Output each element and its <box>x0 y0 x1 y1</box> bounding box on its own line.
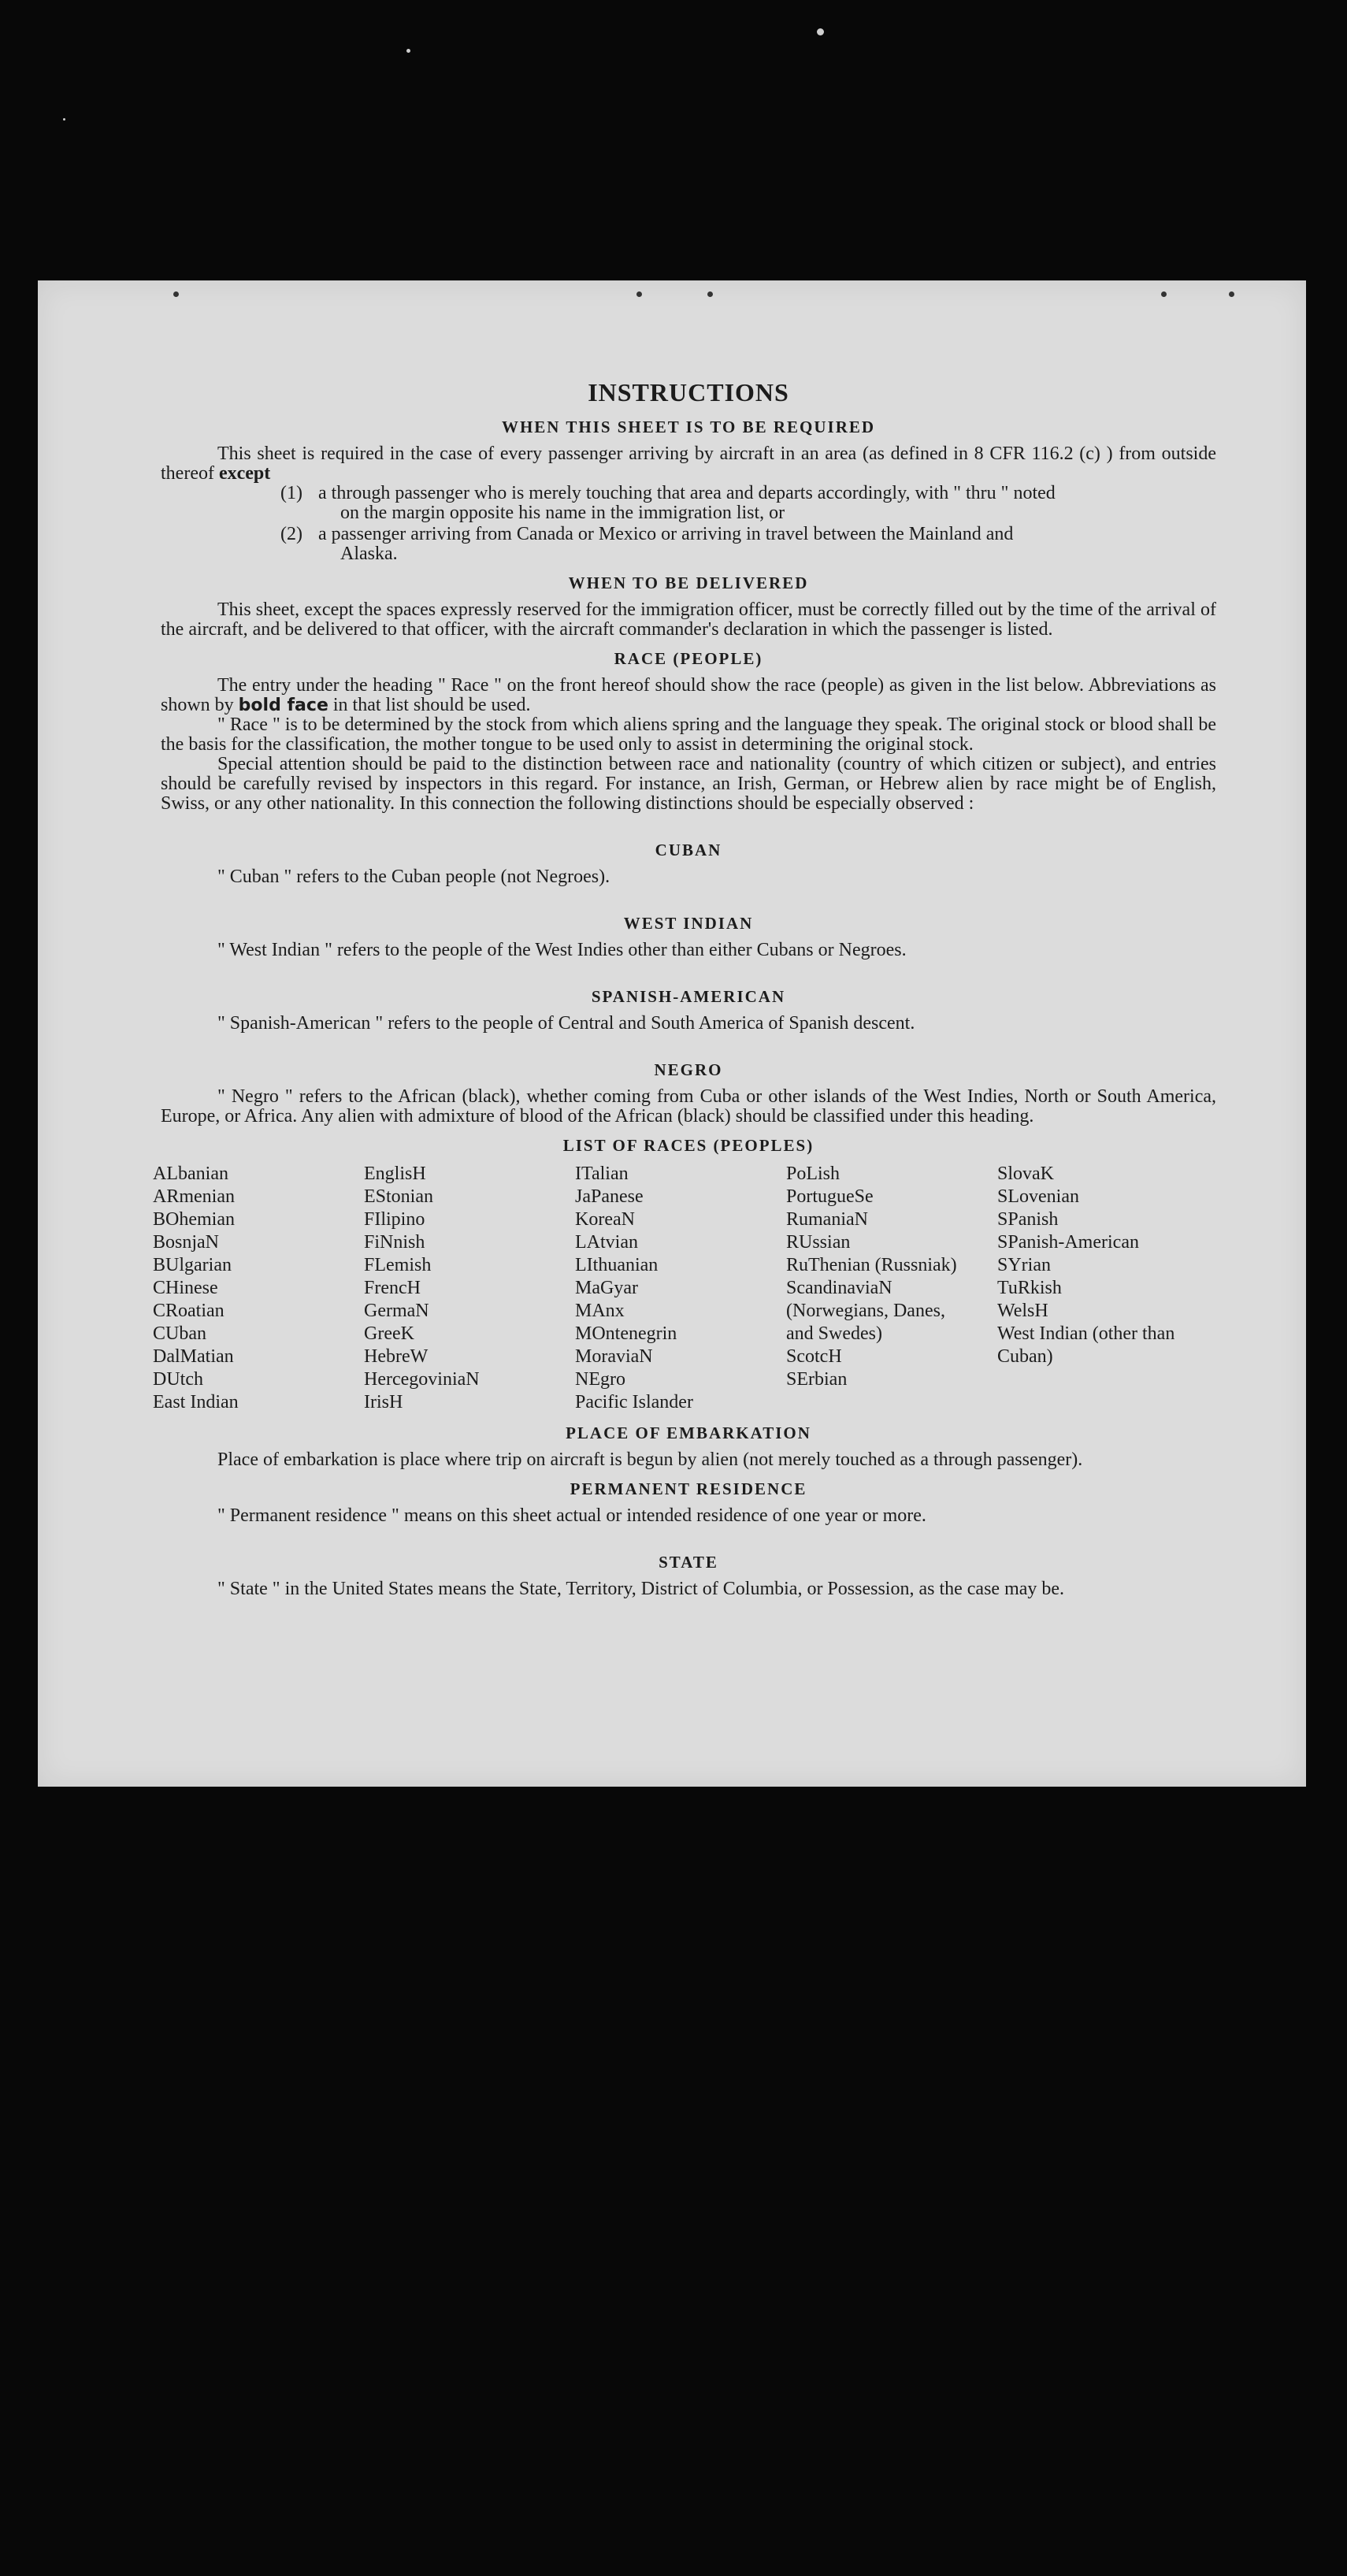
race-entry: DUtch <box>153 1369 203 1390</box>
race-entry: NEgro <box>575 1369 625 1390</box>
race-entry: GermaN <box>364 1301 429 1321</box>
document-sheet <box>38 280 1306 1787</box>
heading-spanish-american: SPANISH-AMERICAN <box>591 987 786 1006</box>
heading-negro: NEGRO <box>654 1060 723 1079</box>
race-entry: FIlipino <box>364 1209 425 1230</box>
heading-permanent-residence: PERMANENT RESIDENCE <box>570 1479 807 1498</box>
heading-race: RACE (PEOPLE) <box>614 649 763 668</box>
race-entry: FrencH <box>364 1278 421 1298</box>
race-entry: LIthuanian <box>575 1255 659 1275</box>
paragraph-state: " State " in the United States means the State, Territory, District of Columbia, or Possession, as the case may be. <box>217 1579 1065 1599</box>
race-entry: RuThenian (Russniak) <box>786 1255 957 1275</box>
race-entry: SPanish-American <box>997 1232 1139 1253</box>
heading-west-indian: WEST INDIAN <box>623 914 754 933</box>
paragraph-west-indian: " West Indian " refers to the people of the West Indies other than either Cubans or Negroes. <box>217 940 907 960</box>
race-entry: Pacific Islander <box>575 1392 693 1412</box>
race-column-5 <box>997 1163 1186 1414</box>
race-entry: CUban <box>153 1323 206 1344</box>
punch-hole <box>173 291 179 297</box>
exception-item-2: (2) a passenger arriving from Canada or Mexico or arriving in travel between the Mainland and Alaska. <box>280 524 1014 564</box>
race-entry: MOntenegrin <box>575 1323 677 1344</box>
film-speck <box>63 118 65 121</box>
race-entry: BOhemian <box>153 1209 235 1230</box>
race-entry: HercegoviniaN <box>364 1369 480 1390</box>
film-speck <box>406 49 410 53</box>
race-entry: LAtvian <box>575 1232 638 1253</box>
punch-hole <box>1161 291 1167 297</box>
race-entry: SLovenian <box>997 1186 1079 1207</box>
race-entry: IrisH <box>364 1392 403 1412</box>
race-entry: SPanish <box>997 1209 1059 1230</box>
race-entry: ARmenian <box>153 1186 235 1207</box>
heading-when-required: WHEN THIS SHEET IS TO BE REQUIRED <box>501 418 876 436</box>
paragraph-required: This sheet is required in the case of every passenger arriving by aircraft in an area (as defined in 8 CFR 116.2 (c) ) from outside thereof except <box>161 444 1216 484</box>
heading-state: STATE <box>659 1553 718 1572</box>
race-entry: WelsH <box>997 1301 1048 1321</box>
punch-hole <box>636 291 642 297</box>
race-entry: PoLish <box>786 1164 840 1184</box>
race-entry: West Indian (other than Cuban) <box>997 1323 1175 1367</box>
race-entry: ITalian <box>575 1164 629 1184</box>
race-entry: RUssian <box>786 1232 851 1253</box>
race-column-4 <box>786 1163 997 1414</box>
heading-list-of-races: LIST OF RACES (PEOPLES) <box>562 1136 815 1155</box>
race-entry: PortugueSe <box>786 1186 874 1207</box>
race-entry: BosnjaN <box>153 1232 219 1253</box>
race-entry: ScotcH <box>786 1346 842 1367</box>
race-entry: EnglisH <box>364 1164 426 1184</box>
paragraph-embarkation: Place of embarkation is place where trip on aircraft is begun by alien (not merely touched as a through passenger). <box>217 1449 1083 1470</box>
race-entry: ScandinaviaN (Norwegians, Danes, and Swedes) <box>786 1278 945 1344</box>
race-entry: MoraviaN <box>575 1346 653 1367</box>
race-entry: CRoatian <box>153 1301 224 1321</box>
heading-when-delivered: WHEN TO BE DELIVERED <box>568 573 809 592</box>
race-entry: FiNnish <box>364 1232 425 1253</box>
race-entry: MAnx <box>575 1301 625 1321</box>
race-column-2 <box>364 1163 575 1414</box>
race-list <box>153 1163 1216 1414</box>
race-entry: KoreaN <box>575 1209 635 1230</box>
paragraph-race-nationality: Special attention should be paid to the distinction between race and nationality (country of which citizen or subject), and entries should be carefully revised by inspectors in this regard. For instance, an Irish, German, or Hebrew alien by race might be of English, Swiss, or any other nationality. In this connection the following distinctions should be especially observed : <box>161 754 1216 814</box>
exception-item-1: (1) a through passenger who is merely touching that area and departs accordingly, with " thru " noted on the margin opposite his name in the immigration list, or <box>280 483 1056 523</box>
race-entry: SlovaK <box>997 1164 1054 1184</box>
heading-embarkation: PLACE OF EMBARKATION <box>566 1423 811 1442</box>
race-column-3 <box>575 1163 786 1414</box>
paragraph-spanish-american: " Spanish-American " refers to the people of Central and South America of Spanish descent. <box>217 1013 915 1034</box>
film-speck <box>817 28 824 35</box>
paragraph-cuban: " Cuban " refers to the Cuban people (not Negroes). <box>217 867 610 887</box>
race-entry: RumaniaN <box>786 1209 868 1230</box>
race-entry: JaPanese <box>575 1186 644 1207</box>
paragraph-race-definition: " Race " is to be determined by the stock from which aliens spring and the language they speak. The original stock or blood shall be the basis for the classification, the mother tongue to be used only to assist in determining the original stock. <box>161 715 1216 755</box>
race-entry: BUlgarian <box>153 1255 232 1275</box>
race-entry: GreeK <box>364 1323 414 1344</box>
race-entry: HebreW <box>364 1346 429 1367</box>
race-column-1 <box>153 1163 364 1414</box>
paragraph-negro: " Negro " refers to the African (black), whether coming from Cuba or other islands of the West Indies, North or South America, Europe, or Africa. Any alien with admixture of blood of the African (black) should be classified under this heading. <box>161 1086 1216 1127</box>
page-title: INSTRUCTIONS <box>588 378 789 406</box>
race-entry: ALbanian <box>153 1164 228 1184</box>
race-entry: East Indian <box>153 1392 239 1412</box>
punch-hole <box>707 291 713 297</box>
race-entry: SErbian <box>786 1369 848 1390</box>
race-entry: TuRkish <box>997 1278 1062 1298</box>
race-entry: FLemish <box>364 1255 432 1275</box>
paragraph-delivered: This sheet, except the spaces expressly reserved for the immigration officer, must be correctly filled out by the time of the arrival of the aircraft, and be delivered to that officer, with the aircraft commander's declaration in which the passenger is listed. <box>161 599 1216 640</box>
race-entry: SYrian <box>997 1255 1051 1275</box>
race-entry: CHinese <box>153 1278 218 1298</box>
punch-hole <box>1229 291 1234 297</box>
paragraph-permanent-residence: " Permanent residence " means on this sheet actual or intended residence of one year or more. <box>217 1505 926 1526</box>
race-entry: MaGyar <box>575 1278 638 1298</box>
instructions-content <box>153 377 1216 1599</box>
race-entry: DalMatian <box>153 1346 234 1367</box>
race-entry: EStonian <box>364 1186 433 1207</box>
paragraph-race-entry: The entry under the heading " Race " on the front hereof should show the race (people) as given in the list below. Abbreviations as shown by bold face in that list should be used. <box>161 675 1216 715</box>
heading-cuban: CUBAN <box>655 841 722 859</box>
